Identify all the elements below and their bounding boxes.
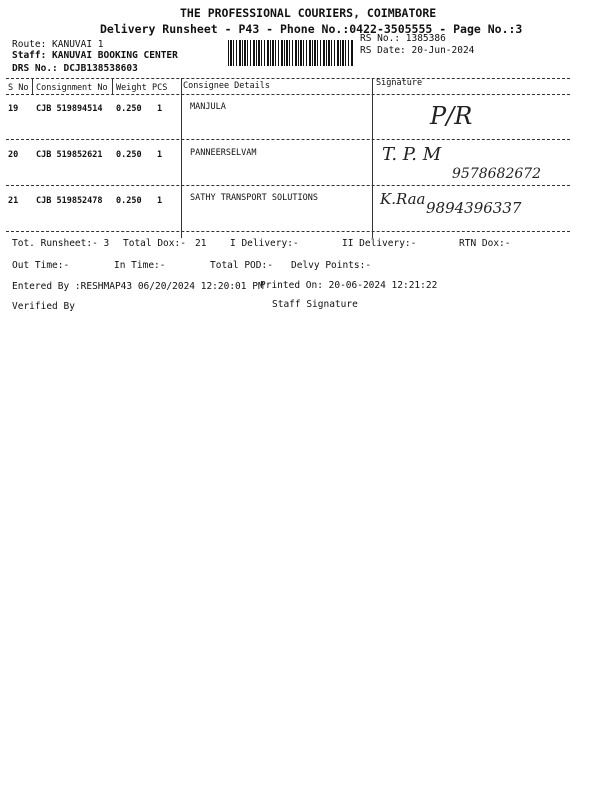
- i-delivery: I Delivery:-: [230, 238, 299, 249]
- staff-label: Staff: KANUVAI BOOKING CENTER: [12, 50, 178, 61]
- table-row-pcs: 1: [157, 196, 163, 206]
- tot-runsheet: Tot. Runsheet:- 3: [12, 238, 110, 249]
- printed-on: Printed On: 20-06-2024 12:21:22: [260, 280, 438, 291]
- signature-handwriting: K.Raa: [380, 190, 426, 208]
- table-row-consignment: CJB 519852621: [36, 150, 103, 160]
- signature-phone: 9894396337: [426, 199, 522, 217]
- table-row-weight: 0.250: [116, 150, 142, 160]
- table-row-consignee: PANNEERSELVAM: [190, 148, 257, 158]
- table-row-pcs: 1: [157, 104, 163, 114]
- table-row-weight: 0.250: [116, 196, 142, 206]
- col-header-weight: Weight: [116, 83, 147, 93]
- signature-handwriting: P/R: [430, 102, 473, 130]
- signature-phone: 9578682672: [452, 166, 542, 182]
- table-row-sno: 20: [8, 150, 19, 160]
- delvy-points: Delvy Points:-: [291, 260, 372, 271]
- total-dox-value: 21: [195, 238, 207, 249]
- rs-date: RS Date: 20-Jun-2024: [360, 45, 475, 56]
- signature-column-divider: [372, 78, 373, 238]
- runsheet-subtitle: Delivery Runsheet - P43 - Phone No.:0422-3505555 - Page No.:3: [100, 22, 523, 36]
- table-row-consignment: CJB 519852478: [36, 196, 103, 206]
- row-separator: [6, 185, 570, 186]
- col-header-signature: Signature: [376, 78, 423, 88]
- route-label: Route: KANUVAI 1: [12, 39, 104, 50]
- table-row-sno: 19: [8, 104, 19, 114]
- entered-by: Entered By :RESHMAP43 06/20/2024 12:20:01 PM: [12, 281, 264, 292]
- total-pod: Total POD:-: [210, 260, 273, 271]
- col-header-pcs: PCS: [152, 83, 168, 93]
- table-row-consignee: SATHY TRANSPORT SOLUTIONS: [190, 193, 318, 203]
- rtn-dox: RTN Dox:-: [459, 238, 511, 249]
- ii-delivery: II Delivery:-: [342, 238, 417, 249]
- verified-by: Verified By: [12, 301, 75, 312]
- col-divider: [32, 78, 33, 94]
- consignee-column-divider: [181, 78, 182, 238]
- table-header-rule: [6, 94, 570, 95]
- rs-number: RS No.: 1385386: [360, 33, 446, 44]
- table-row-consignment: CJB 519894514: [36, 104, 103, 114]
- col-header-consignee: Consignee Details: [183, 81, 270, 91]
- company-title: THE PROFESSIONAL COURIERS, COIMBATORE: [180, 6, 437, 20]
- out-time: Out Time:-: [12, 260, 70, 271]
- row-separator: [6, 139, 570, 140]
- signature-handwriting: T. P. M: [382, 144, 442, 165]
- col-divider: [112, 78, 113, 94]
- total-dox-label: Total Dox:-: [123, 238, 186, 249]
- table-row-pcs: 1: [157, 150, 163, 160]
- row-separator: [6, 231, 570, 232]
- barcode-image: [228, 40, 354, 66]
- col-header-sno: S No: [8, 83, 29, 93]
- staff-signature: Staff Signature: [272, 299, 358, 310]
- drs-number: DRS No.: DCJB138538603: [12, 63, 138, 74]
- table-top-rule: [6, 78, 570, 79]
- col-header-consignment: Consignment No: [36, 83, 108, 93]
- table-row-sno: 21: [8, 196, 19, 206]
- in-time: In Time:-: [114, 260, 166, 271]
- table-row-weight: 0.250: [116, 104, 142, 114]
- table-row-consignee: MANJULA: [190, 102, 226, 112]
